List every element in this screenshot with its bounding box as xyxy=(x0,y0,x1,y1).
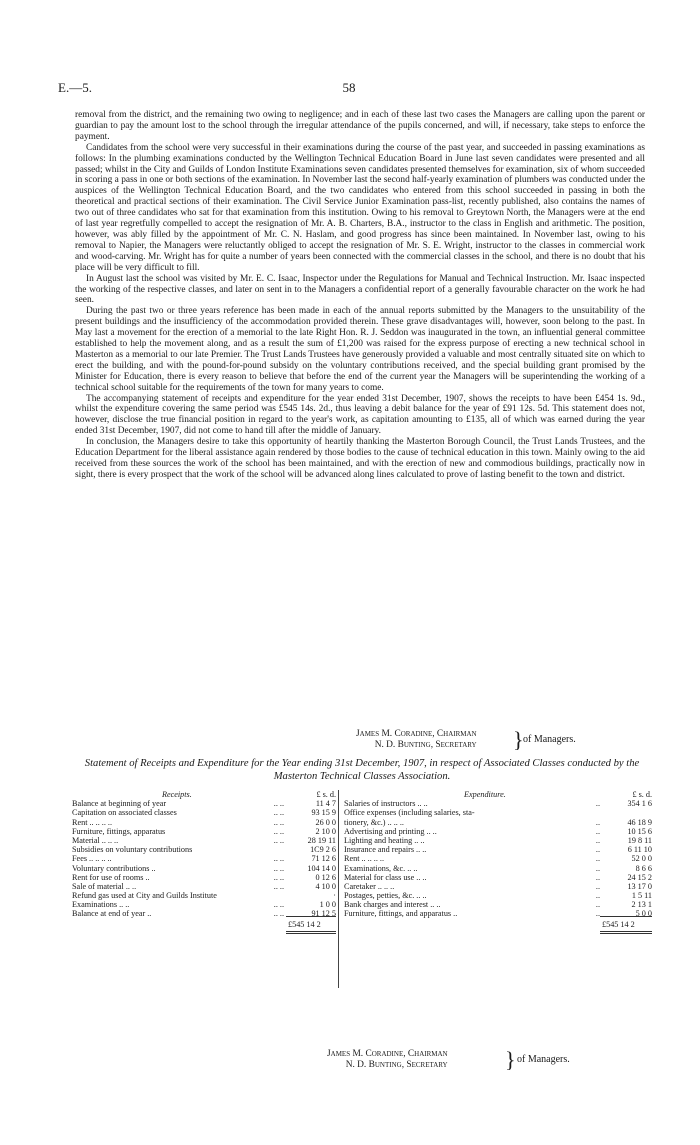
table-row xyxy=(72,882,336,891)
row-amount: 52 0 0 xyxy=(631,854,652,864)
table-row xyxy=(72,818,336,827)
row-amount: 10 15 6 xyxy=(627,826,652,836)
brace-icon: } xyxy=(505,1047,516,1072)
secretary-signature: N. D. Bunting, Secretary xyxy=(345,1060,448,1070)
row-amount: 71 12 6 xyxy=(311,854,336,864)
row-label: Material for class use .. .. xyxy=(344,872,427,882)
row-amount: 93 15 9 xyxy=(311,808,336,818)
leader-dots: .. .. xyxy=(273,826,284,836)
row-label: Balance at beginning of year xyxy=(72,799,167,809)
table-row xyxy=(344,854,652,863)
paragraph: In conclusion, the Managers desire to take this opportunity of heartily thanking the Masterton Borough Council, the Trust Lands Trustees, and the Education Department for the liberal assistance again rendered by those bodies to the cause of technical education in this town. Mainly owing to the aid received from these sources the work of the school has been maintained, and with the erection of new and commodious buildings, practically now in sight, there is every prospect that the work of the school will be advanced along lines calculated to prove of lasting benefit to the town and district. xyxy=(75,437,645,480)
leader-dots: .. .. xyxy=(273,835,284,845)
table-row xyxy=(344,799,652,808)
table-row xyxy=(72,864,336,873)
row-label: tionery, &c.) .. .. .. xyxy=(344,817,404,827)
expenditure-column xyxy=(344,790,652,919)
table-row xyxy=(344,882,652,891)
table-row xyxy=(344,845,652,854)
row-label: Capitation on associated classes xyxy=(72,808,177,818)
row-amount: 1 5 11 xyxy=(631,891,652,901)
currency-heading: £ s. d. xyxy=(632,790,652,799)
of-managers-label: of Managers. xyxy=(523,734,576,745)
leader-dots: .. xyxy=(595,909,600,919)
report-body xyxy=(75,110,645,481)
leader-dots: .. .. xyxy=(273,808,284,818)
paragraph: Candidates from the school were very successful in their examinations during the course of the past year, and succeeded in passing examinations as follows: In the plumbing examinations conducted by the Wellington Technical Education Board in June last seven candidates were presented and all passed; whilst in the City and Guilds of London Institute Examinations seven candidates presented themselves for examination, six of whom succeeded in scoring a pass in one or both sections of the examination. In November last the second half-yearly examination of plumbers was conducted under the auspices of the Wellington Technical Education Board, and the two candidates who entered from this school succeeded in passing in both the theoretical and practical sections of their examination. The Civil Service Junior Examination pass-list, recently published, also contains the names of two out of three candidates who sat for that examination from this institution. Owing to his removal to Greytown North, the Managers were at the end of last year regretfully compelled to accept the resignation of Mr. A. B. Charters, B.A., instructor to the class in English and arithmetic. The position, however, was ably filled by the appointment of Mr. C. N. Haslam, and good progress has since been maintained. In November last, owing to his removal to Napier, the Managers were reluctantly obliged to accept the resignation of Mr. S. E. Wright, instructor to the classes in commercial work and wood-carving. Mr. Wright has for quite a number of years been connected with the commercial classes in the school, and there is no doubt that his place will be very difficult to fill. xyxy=(75,142,645,273)
row-label: Balance at end of year .. xyxy=(72,909,152,919)
leader-dots: .. .. xyxy=(273,799,284,809)
table-row xyxy=(344,827,652,836)
table-row xyxy=(72,873,336,882)
leader-dots: .. xyxy=(595,863,600,873)
table-row xyxy=(72,808,336,817)
row-label: Bank charges and interest .. .. xyxy=(344,900,441,910)
table-row xyxy=(72,900,336,909)
leader-dots: .. xyxy=(595,854,600,864)
leader-dots: .. xyxy=(595,835,600,845)
table-row xyxy=(344,818,652,827)
row-label: Rent .. .. .. .. xyxy=(72,817,113,827)
brace-icon: } xyxy=(513,727,524,752)
chairman-signature: James M. Coradine, Chairman xyxy=(327,1049,448,1059)
leader-dots: .. xyxy=(595,881,600,891)
row-amount: 13 17 0 xyxy=(627,881,652,891)
row-amount: 19 8 11 xyxy=(627,835,652,845)
leader-dots: .. xyxy=(595,891,600,901)
receipts-heading: Receipts. xyxy=(162,790,192,799)
leader-dots: .. xyxy=(595,900,600,910)
of-managers-label: of Managers. xyxy=(517,1054,570,1065)
table-row xyxy=(72,845,336,854)
chairman-signature: James M. Coradine, Chairman xyxy=(356,729,477,739)
leader-dots: .. xyxy=(595,826,600,836)
row-amount: 354 1 6 xyxy=(627,799,652,809)
leader-dots: .. .. xyxy=(273,900,284,910)
leader-dots: .. xyxy=(595,817,600,827)
total-rule xyxy=(600,916,652,917)
table-row xyxy=(72,854,336,863)
row-label: Salaries of instructors .. .. xyxy=(344,799,428,809)
row-label: Caretaker .. .. .. xyxy=(344,881,395,891)
row-label: Office expenses (including salaries, sta- xyxy=(344,808,475,818)
row-amount: 46 18 9 xyxy=(627,817,652,827)
row-amount: 1 0 0 xyxy=(319,900,336,910)
row-amount: 2 10 0 xyxy=(315,826,336,836)
table-row xyxy=(344,836,652,845)
leader-dots: .. .. xyxy=(273,881,284,891)
row-label: Furniture, fittings, apparatus xyxy=(72,826,166,836)
leader-dots: .. .. xyxy=(273,817,284,827)
currency-heading: £ s. d. xyxy=(316,790,336,799)
leader-dots: .. .. xyxy=(273,909,284,919)
table-row xyxy=(72,827,336,836)
total-rule xyxy=(286,931,336,932)
row-label: Fees .. .. .. .. xyxy=(72,854,112,864)
row-amount: 0 12 6 xyxy=(315,872,336,882)
row-label: Furniture, fittings, and apparatus .. xyxy=(344,909,458,919)
row-amount: 24 15 2 xyxy=(627,872,652,882)
row-amount: 8 6 6 xyxy=(635,863,652,873)
total-rule xyxy=(286,916,336,917)
row-label: Insurance and repairs .. .. xyxy=(344,845,427,855)
total-rule xyxy=(600,931,652,932)
secretary-signature: N. D. Bunting, Secretary xyxy=(374,740,477,750)
expenditure-total: £545 14 2 xyxy=(602,920,635,929)
row-label: Subsidies on voluntary contributions xyxy=(72,845,193,855)
row-amount: · xyxy=(333,891,336,901)
table-row xyxy=(72,891,336,900)
table-row xyxy=(344,873,652,882)
row-amount: 5 0 0 xyxy=(635,909,652,919)
row-amount: 104 14 0 xyxy=(307,863,336,873)
receipts-column xyxy=(72,790,336,919)
paragraph: During the past two or three years reference has been made in each of the annual reports submitted by the Managers to the unsuitability of the present buildings and the insufficiency of the accommodation provided therein. These grave disadvantages will, however, soon belong to the past. In May last a movement for the erection of a memorial to the late Right Hon. R. J. Seddon was inaugurated in the town, an influential general committee established to help the movement along, and as a result the sum of £1,200 was raised for the express purpose of erecting a new technical school in Masterton as a memorial to our late Premier. The Trust Lands Trustees have generously provided a valuable and most centrally situated site on which to erect the building, and with the pound-for-pound subsidy on the voluntary contributions received, and the special building grant promised by the Minister for Education, there is every reason to believe that before the end of the current year the Managers will be superintending the working of a technical school suitable for the requirements of the town for many years to come. xyxy=(75,306,645,393)
paragraph: In August last the school was visited by Mr. E. C. Isaac, Inspector under the Regulations for Manual and Technical Instruction. Mr. Isaac inspected the working of the respective classes, and later on sent in to the Managers a confidential report of a generally favourable character on the work he had seen. xyxy=(75,273,645,306)
leader-dots: .. .. xyxy=(273,872,284,882)
row-amount: 26 0 0 xyxy=(315,817,336,827)
table-row xyxy=(344,864,652,873)
row-label: Material .. .. .. xyxy=(72,835,119,845)
row-amount: 2 13 1 xyxy=(631,900,652,910)
signatory-names xyxy=(356,729,477,751)
paragraph: The accompanying statement of receipts and expenditure for the year ended 31st December, 1907, shows the receipts to have been £454 1s. 9d., whilst the expenditure covering the same period was £545 14s. 2d., thus leaving a debit balance for the year of £91 12s. 5d. This statement does not, however, disclose the true financial position in regard to the year's work, as capitation amounting to £135, all of which was earned during the year ended 31st December, 1907, did not come to hand till after the middle of January. xyxy=(75,393,645,437)
row-label: Postages, petties, &c. .. .. xyxy=(344,891,427,901)
table-row xyxy=(72,909,336,918)
row-amount: 91 12 5 xyxy=(311,909,336,919)
table-row xyxy=(344,808,652,817)
row-label: Sale of material .. .. xyxy=(72,881,137,891)
paragraph: removal from the district, and the remaining two owing to negligence; and in each of these last two cases the Managers are calling upon the parent or guardian to pay the amount lost to the school through the irregular attendance of the pupils concerned, and will, if necessary, take steps to enforce the payment. xyxy=(75,110,645,142)
leader-dots: .. .. xyxy=(273,863,284,873)
total-rule xyxy=(600,933,652,934)
row-label: Voluntary contributions .. xyxy=(72,863,156,873)
row-label: Examinations, &c. .. .. xyxy=(344,863,418,873)
table-row xyxy=(344,891,652,900)
leader-dots: .. xyxy=(595,872,600,882)
row-amount: 11 4 7 xyxy=(315,799,336,809)
table-row xyxy=(72,799,336,808)
row-label: Rent for use of rooms .. xyxy=(72,872,150,882)
table-row xyxy=(344,900,652,909)
table-row xyxy=(344,909,652,918)
row-label: Advertising and printing .. .. xyxy=(344,826,437,836)
page-header xyxy=(58,80,640,98)
leader-dots: .. .. xyxy=(273,854,284,864)
statement-title: Statement of Receipts and Expenditure for the Year ending 31st December, 1907, in respect of Associated Classes conducted by the Masterton Technical Classes Association. xyxy=(84,758,640,782)
row-amount: 28 19 11 xyxy=(307,835,336,845)
document-reference: E.—5. xyxy=(58,80,92,95)
row-label: Lighting and heating .. .. xyxy=(344,835,425,845)
page-number: 58 xyxy=(342,80,356,95)
leader-dots: .. xyxy=(595,845,600,855)
signatory-names xyxy=(327,1049,448,1071)
row-amount: 4 10 0 xyxy=(315,881,336,891)
column-divider xyxy=(338,790,339,988)
row-label: Rent .. .. .. .. xyxy=(344,854,385,864)
expenditure-heading: Expenditure. xyxy=(464,790,506,799)
row-label: Refund gas used at City and Guilds Institute xyxy=(72,891,217,901)
total-rule xyxy=(286,933,336,934)
row-amount: 6 11 10 xyxy=(627,845,652,855)
leader-dots: .. xyxy=(595,799,600,809)
row-label: Examinations .. .. xyxy=(72,900,130,910)
receipts-total: £545 14 2 xyxy=(288,920,321,929)
row-amount: 1C9 2 6 xyxy=(310,845,336,855)
table-row xyxy=(72,836,336,845)
